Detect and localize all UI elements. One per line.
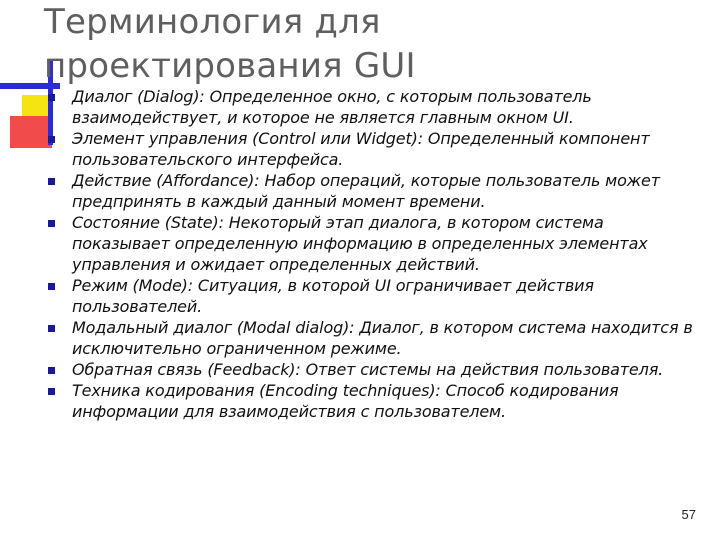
bullet-square-icon [48,388,55,395]
bullet-item-feedback [44,359,694,380]
bullet-square-icon [48,136,55,143]
bullet-text: Элемент управления (Control или Widget): Определенный компонент пользовательского интерфейса. [72,129,650,169]
slide-title-line-2: проектирования GUI [44,46,416,86]
bullet-square-icon [48,220,55,227]
bullet-item-dialog [44,86,694,128]
slide-title [44,0,704,88]
bullet-text: Действие (Affordance): Набор операций, которые пользователь может предпринять в каждый данный момент времени. [72,171,660,211]
bullet-square-icon [48,367,55,374]
bullet-text: Диалог (Dialog): Определенное окно, с которым пользователь взаимодействует, и которое не является главным окном UI. [72,87,592,127]
bullet-text: Режим (Mode): Ситуация, в которой UI ограничивает действия пользователей. [72,276,594,316]
page-number: 57 [681,507,696,522]
bullet-square-icon [48,178,55,185]
bullet-item-state [44,212,694,275]
bullet-text: Обратная связь (Feedback): Ответ системы на действия пользователя. [72,360,664,379]
bullet-item-mode [44,275,694,317]
bullet-item-control [44,128,694,170]
bullet-square-icon [48,325,55,332]
bullet-square-icon [48,94,55,101]
bullet-item-affordance [44,170,694,212]
bullet-text: Модальный диалог (Modal dialog): Диалог, в котором система находится в исключительно ограниченном режиме. [72,318,693,358]
bullet-square-icon [48,283,55,290]
bullet-text: Состояние (State): Некоторый этап диалога, в котором система показывает определенную информацию в определенных элементах управления и ожидает определенных действий. [72,213,648,274]
bullet-list [44,86,694,422]
slide-title-line-1: Терминология для [44,2,381,42]
bullet-item-modal-dialog [44,317,694,359]
bullet-item-encoding [44,380,694,422]
bullet-text: Техника кодирования (Encoding techniques): Способ кодирования информации для взаимодействия с пользователем. [72,381,619,421]
